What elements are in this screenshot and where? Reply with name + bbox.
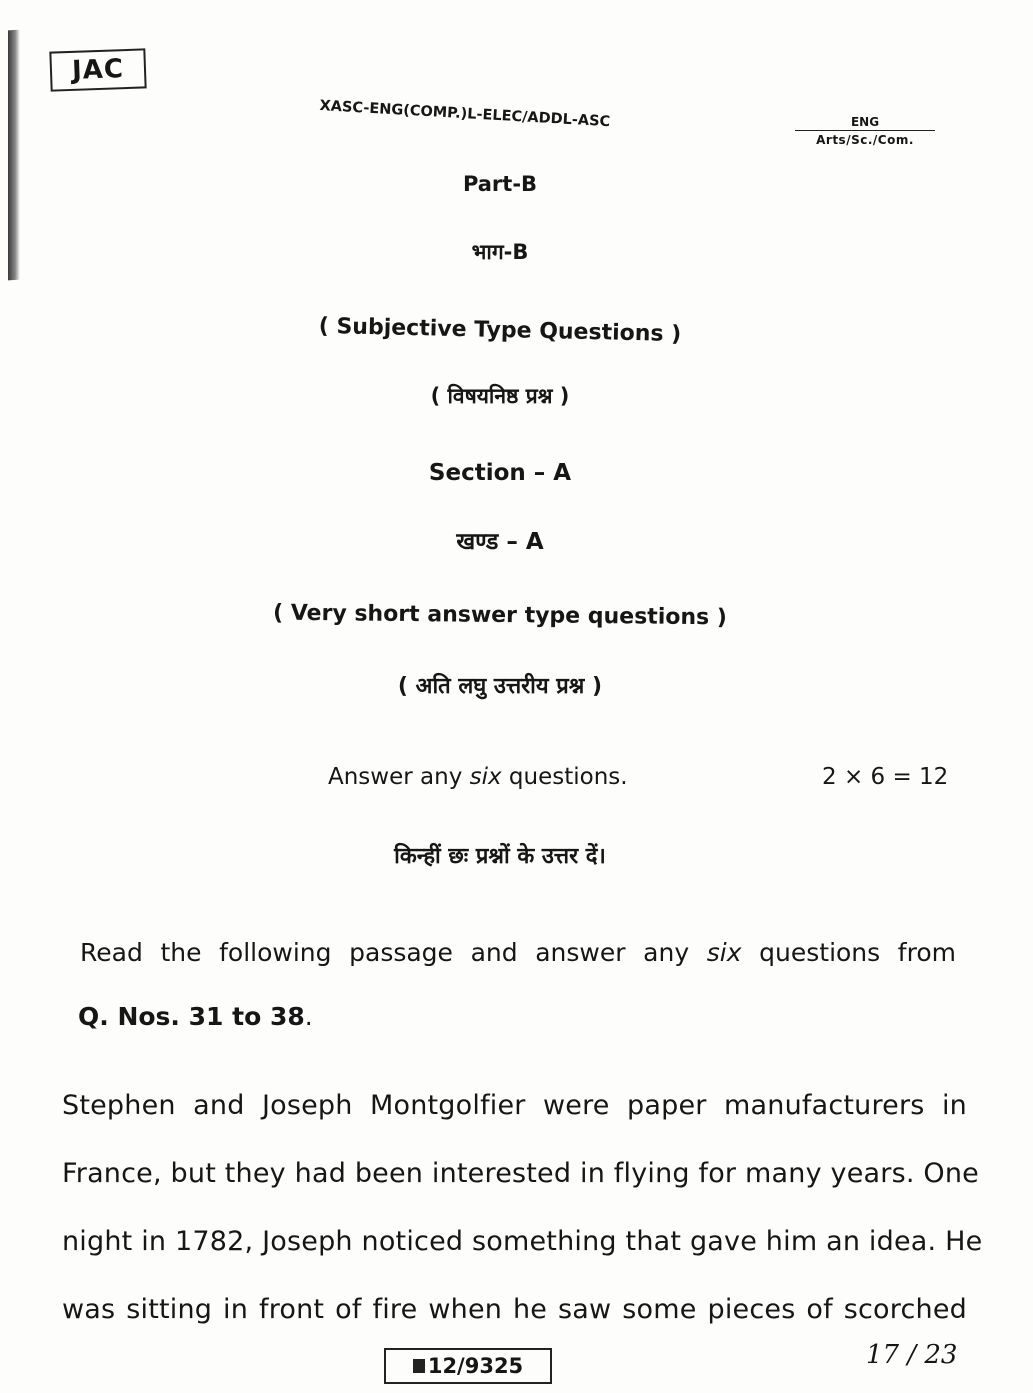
reading-instruction: Read the following passage and answer any six questions from [80,938,956,967]
square-icon [413,1359,425,1373]
subject-label: ENG [795,115,935,131]
part-title-hi: भाग-B [471,240,529,264]
section-title-hi: खण्ड – A [456,529,544,555]
passage-line: France, but they had been interested in flying for many years. One [62,1158,979,1189]
passage-line: night in 1782, Joseph noticed something that gave him an idea. He [62,1226,983,1257]
jac-logo: JAC [49,48,146,91]
marks-allocation: 2 × 6 = 12 [822,764,949,790]
question-type-hi: ( विषयनिष्ठ प्रश्न ) [430,384,570,408]
part-title-en: Part-B [462,172,538,196]
stream-label: Arts/Sc./Com. [816,133,914,147]
paper-code-header: XASC-ENG(COMP.)L-ELEC/ADDL-ASC [319,98,611,131]
passage-line: Stephen and Joseph Montgolfier were paper manufacturers in [62,1090,967,1121]
subsection-type-en: ( Very short answer type questions ) [272,600,728,631]
passage-line: was sitting in front of fire when he saw some pieces of scorched [62,1294,967,1325]
section-title-en: Section – A [428,460,572,486]
answer-instruction: Answer any six questions. [328,764,628,790]
question-type-en: ( Subjective Type Questions ) [318,313,682,348]
page-number: 17 / 23 [866,1340,958,1370]
question-range: Q. Nos. 31 to 38. [78,1002,313,1031]
paper-code-box: 12/9325 [384,1348,552,1384]
answer-instruction-hi: किन्हीं छः प्रश्नों के उत्तर दें। [394,844,606,869]
subject-stream-block [795,115,935,147]
subsection-type-hi: ( अति लघु उत्तरीय प्रश्न ) [397,674,603,699]
